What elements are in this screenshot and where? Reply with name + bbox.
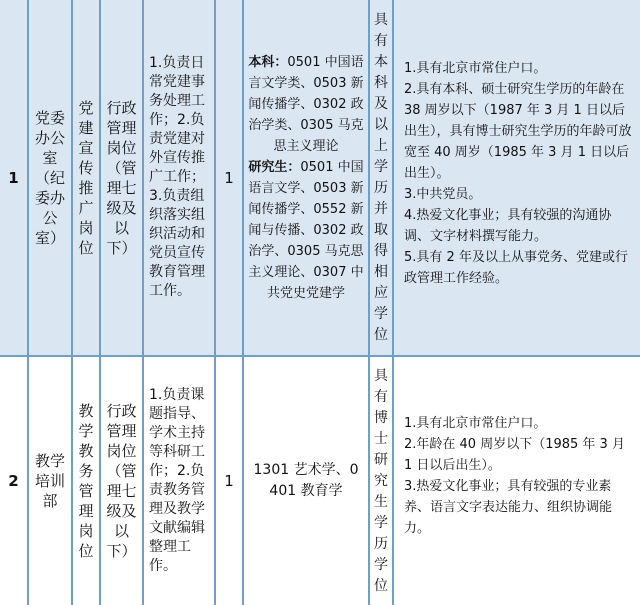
position-category: 行政管理岗位（管理七级及以下） <box>106 98 137 257</box>
row-1-count-cell <box>216 0 244 357</box>
grad-majors: 0501 中国语言文学、0503 新闻传播学、0552 新闻与传播、0302 政治学、0305 马克思主义理论、0307 中共党史党建学 <box>248 159 364 301</box>
requirement-item: 3.中共党员。 <box>404 187 482 202</box>
row-index: 2 <box>8 472 19 490</box>
hiring-count: 1 <box>224 472 234 490</box>
row-2-requirements-cell <box>394 357 640 605</box>
position-category: 行政管理岗位（管理七级及以下） <box>106 402 137 560</box>
row-1-category-cell <box>101 0 144 357</box>
row-2-major-cell <box>244 357 370 605</box>
major-requirement: 1301 艺术学、0401 教育学 <box>253 462 359 499</box>
major-requirement <box>244 46 368 310</box>
requirement-item: 4.热爱文化事业；具有较强的沟通协调、文字材料撰写能力。 <box>404 208 612 244</box>
degree-requirement: 具有博士研究生学历学位 <box>374 367 388 594</box>
row-1-requirements-cell <box>394 0 640 357</box>
row-index: 1 <box>8 168 19 187</box>
row-1-duties-cell <box>144 0 216 357</box>
requirement-item: 2.具有本科、硕士研究生学历的年龄在 38 周岁以下（1987 年 3 月 1 日以后出生），具有博士研究生学历的年龄可放宽至 40 周岁（1985 年 3 月 1 日以后出生）。 <box>404 82 632 181</box>
requirement-item: 1.具有北京市常住户口。 <box>404 61 547 76</box>
row-2-degree-cell <box>370 357 394 605</box>
row-1-degree-cell <box>370 0 394 357</box>
row-1-position-cell <box>73 0 101 357</box>
row-2-count-cell <box>216 357 244 605</box>
degree-requirement: 具有本科及以上学历并取得相应学位 <box>374 11 388 343</box>
requirement-item: 2.年龄在 40 周岁以下（1985 年 3 月 1 日以后出生）。 <box>404 437 625 473</box>
row-1-major-cell <box>244 0 370 357</box>
position-name: 党建宣传推广岗位 <box>78 98 94 257</box>
row-2-duties-cell <box>144 357 216 605</box>
requirement-item: 3.热爱文化事业；具有较强的专业素养、语言文字表达能力、组织协调能力。 <box>404 479 613 536</box>
position-name: 教学教务管理岗位 <box>78 402 94 560</box>
requirement-item: 1.具有北京市常住户口。 <box>404 416 547 431</box>
undergrad-label: 本科： <box>248 54 288 70</box>
row-1-index-cell <box>0 0 29 357</box>
department-name: 教学培训部 <box>34 452 65 510</box>
row-1-department-cell <box>29 0 73 357</box>
row-2-index-cell <box>0 357 29 605</box>
requirement-item: 5.具有 2 年及以上从事党务、党建或行政管理工作经验。 <box>404 250 628 286</box>
row-2-position-cell <box>73 357 101 605</box>
row-2-category-cell <box>101 357 144 605</box>
other-requirements <box>394 0 640 289</box>
grad-label: 研究生： <box>248 159 301 175</box>
department-name: 党委办公室（纪委办公室） <box>34 108 65 247</box>
row-2-department-cell <box>29 357 73 605</box>
job-duties: 1.负责日常党建事务处理工作；2.负责党建对外宣传推广工作；3.负责组织落实组织活动和党员宣传教育管理工作。 <box>149 55 205 299</box>
undergrad-majors: 0501 中国语言文学类、0503 新闻传播学、0302 政治学类、0305 马克思主义理论 <box>248 54 364 154</box>
other-requirements <box>394 357 640 539</box>
hiring-count: 1 <box>224 168 234 187</box>
job-duties: 1.负责课题指导、学术主持等科研工作；2.负责教务管理及教学文献编辑整理工作。 <box>149 387 205 574</box>
